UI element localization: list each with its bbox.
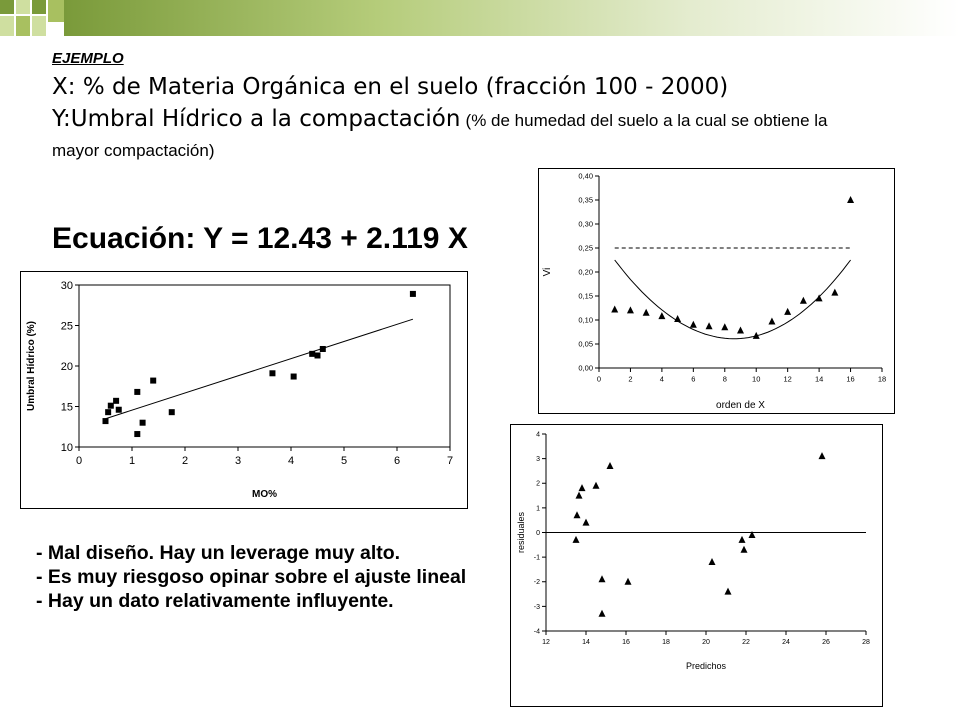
data-point [269, 370, 275, 376]
deco-square [16, 16, 30, 36]
y-tick-label: 2 [536, 480, 540, 488]
deco-square [0, 0, 14, 14]
note-item: - Es muy riesgoso opinar sobre el ajuste lineal [36, 566, 467, 588]
x-axis-label: MO% [252, 489, 277, 500]
residuals-chart [510, 424, 883, 707]
y-tick-label: -3 [533, 603, 540, 611]
note-item: - Mal diseño. Hay un leverage muy alto. [36, 542, 401, 564]
y-tick-label: 0,15 [578, 291, 593, 301]
y-tick-label: 0,30 [578, 219, 593, 229]
y-axis-label: Umbral Hídrico (%) [26, 320, 37, 412]
notes-list [36, 541, 506, 613]
y-tick-label: 15 [60, 401, 73, 414]
data-point [108, 403, 114, 409]
y-tick-label: 0,35 [578, 195, 593, 205]
y-tick-label: 3 [536, 456, 540, 464]
data-point [320, 346, 326, 352]
y-tick-label: 0,20 [578, 267, 593, 277]
main-scatter-chart [20, 271, 468, 509]
deco-square [0, 16, 14, 36]
chart-frame [21, 272, 468, 509]
y-tick-label: 0,40 [578, 171, 593, 181]
y-tick-label: 10 [60, 441, 73, 454]
x-tick-label: 6 [393, 455, 401, 467]
x-tick-label: 14 [582, 639, 590, 646]
x-tick-label: 5 [340, 455, 348, 467]
header-decoration [0, 0, 960, 40]
x-tick-label: 2 [181, 455, 189, 467]
data-point [103, 418, 109, 424]
y-definition-detail: (% de humedad del suelo a la cual se obtiene la mayor compactación) [52, 111, 828, 160]
x-definition: X: % de Materia Orgánica en el suelo (fracción 100 - 2000) [52, 74, 729, 100]
y-tick-label: 0,10 [578, 315, 593, 325]
y-tick-label: -4 [533, 628, 540, 636]
deco-square [32, 0, 46, 14]
data-point [169, 409, 175, 415]
x-tick-label: 0 [75, 455, 83, 467]
x-tick-label: 0 [596, 374, 602, 384]
x-tick-label: 18 [877, 374, 887, 384]
data-point [134, 431, 140, 437]
y-tick-label: 0,25 [578, 243, 593, 253]
y-tick-label: 0,00 [578, 363, 593, 373]
y-tick-label: 30 [60, 279, 73, 292]
data-point [309, 351, 315, 357]
x-tick-label: 4 [659, 374, 664, 384]
y-tick-label: 1 [536, 505, 540, 513]
x-axis-label: Predichos [685, 661, 727, 671]
data-point [291, 374, 297, 380]
y-axis-label: residuales [516, 511, 526, 554]
y-tick-label: 25 [60, 320, 73, 333]
x-tick-label: 14 [814, 374, 824, 384]
data-point [105, 409, 111, 415]
regression-equation: Ecuación: Y = 12.43 + 2.119 X [52, 222, 468, 255]
x-tick-label: 22 [742, 639, 750, 646]
y-tick-label: -1 [533, 554, 540, 562]
x-tick-label: 8 [722, 374, 727, 384]
data-point [410, 291, 416, 297]
example-label: EJEMPLO [52, 50, 124, 67]
x-tick-label: 16 [622, 639, 630, 646]
x-tick-label: 16 [846, 374, 855, 384]
y-definition [52, 104, 872, 166]
x-tick-label: 18 [662, 639, 670, 646]
x-tick-label: 28 [862, 639, 870, 646]
y-tick-label: -2 [533, 579, 540, 587]
y-definition-main: Y:Umbral Hídrico a la compactación [52, 106, 461, 132]
y-tick-label: 4 [536, 431, 540, 439]
x-tick-label: 1 [128, 455, 136, 467]
data-point [116, 407, 122, 413]
x-tick-label: 6 [691, 374, 696, 384]
x-tick-label: 20 [702, 639, 710, 646]
leverage-chart [538, 168, 895, 414]
y-tick-label: 20 [60, 360, 73, 373]
data-point [113, 398, 119, 404]
data-point [150, 378, 156, 384]
x-tick-label: 4 [287, 455, 295, 467]
y-axis-label: Vi [542, 267, 553, 277]
data-point [315, 352, 321, 358]
note-item: - Hay un dato relativamente influyente. [36, 590, 394, 612]
header-gradient-bar [64, 0, 960, 36]
x-tick-label: 12 [783, 374, 792, 384]
x-tick-label: 2 [628, 374, 633, 384]
y-tick-label: 0 [536, 529, 540, 537]
x-axis-label: orden de X [716, 400, 765, 411]
x-tick-label: 26 [822, 639, 830, 646]
x-tick-label: 3 [234, 455, 242, 467]
data-point [140, 420, 146, 426]
data-point [134, 389, 140, 395]
x-tick-label: 12 [542, 639, 550, 646]
x-tick-label: 10 [752, 374, 761, 384]
deco-square [32, 16, 46, 36]
x-tick-label: 7 [446, 455, 454, 467]
deco-square [48, 0, 64, 22]
deco-square [16, 0, 30, 14]
x-tick-label: 24 [782, 639, 790, 646]
y-tick-label: 0,05 [578, 339, 593, 349]
